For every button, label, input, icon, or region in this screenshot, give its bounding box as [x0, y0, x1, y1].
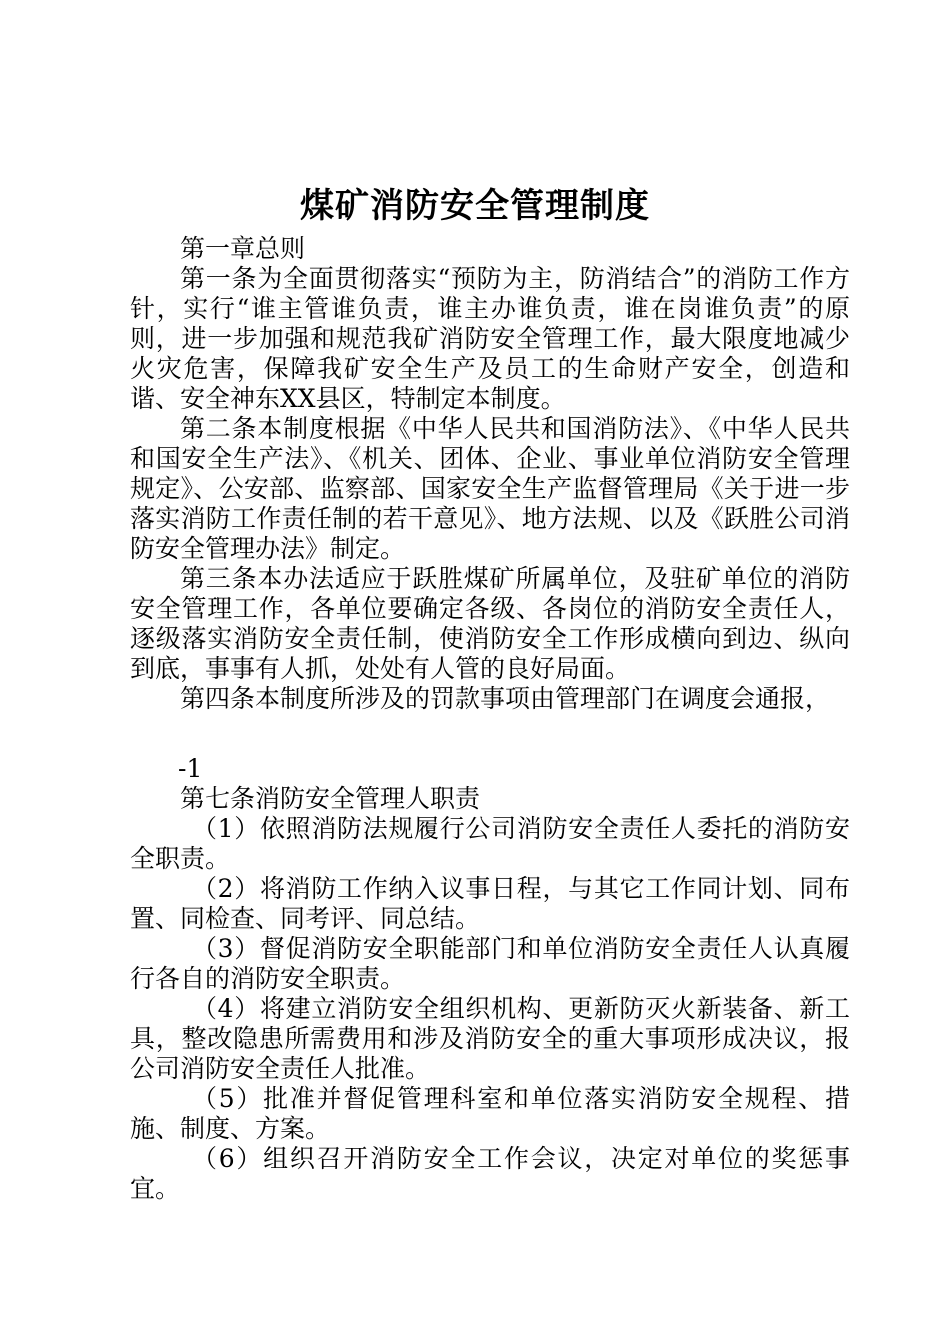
duty-item-3: （3）督促消防安全职能部门和单位消防安全责任人认真履行各自的消防安全职责。 [130, 934, 850, 993]
document-title: 煤矿消防安全管理制度 [300, 186, 650, 226]
article-3-paragraph: 第三条本办法适应于跃胜煤矿所属单位，及驻矿单位的消防安全管理工作，各单位要确定各级、各岗位的消防安全责任人，逐级落实消防安全责任制，使消防安全工作形成横向到边、纵向到底，事事有人抓，处处有人管的良好局面。 [130, 564, 850, 683]
chapter-one-section [130, 234, 850, 714]
duty-item-4: （4）将建立消防安全组织机构、更新防灭火新装备、新工具，整改隐患所需费用和涉及消防安全的重大事项形成决议，报公司消防安全责任人批准。 [130, 994, 850, 1083]
page-number: -1 [178, 754, 203, 783]
duty-item-6: （6）组织召开消防安全工作会议，决定对单位的奖惩事宜。 [130, 1144, 850, 1203]
article-2-paragraph: 第二条本制度根据《中华人民共和国消防法》、《中华人民共和国安全生产法》、《机关、团体、企业、事业单位消防安全管理规定》、公安部、监察部、国家安全生产监督管理局《关于进一步落实消防工作责任制的若干意见》、地方法规、以及《跃胜公司消防安全管理办法》制定。 [130, 414, 850, 563]
chapter-heading: 第一章总则 [180, 234, 306, 263]
article-1-paragraph: 第一条为全面贯彻落实“预防为主，防消结合”的消防工作方针，实行“谁主管谁负责，谁主办谁负责，谁在岗谁负责”的原则，进一步加强和规范我矿消防安全管理工作，最大限度地减少火灾危害，保障我矿安全生产及员工的生命财产安全，创造和谐、安全神东XX县区，特制定本制度。 [130, 264, 850, 413]
article-7-section [130, 754, 850, 1204]
duty-item-1: （1）依照消防法规履行公司消防安全责任人委托的消防安全职责。 [130, 814, 850, 873]
duty-item-2: （2）将消防工作纳入议事日程，与其它工作同计划、同布置、同检查、同考评、同总结。 [130, 874, 850, 933]
article-4-paragraph: 第四条本制度所涉及的罚款事项由管理部门在调度会通报， [180, 684, 831, 713]
article-7-heading: 第七条消防安全管理人职责 [180, 784, 481, 813]
duty-item-5: （5）批准并督促管理科室和单位落实消防安全规程、措施、制度、方案。 [130, 1084, 850, 1143]
